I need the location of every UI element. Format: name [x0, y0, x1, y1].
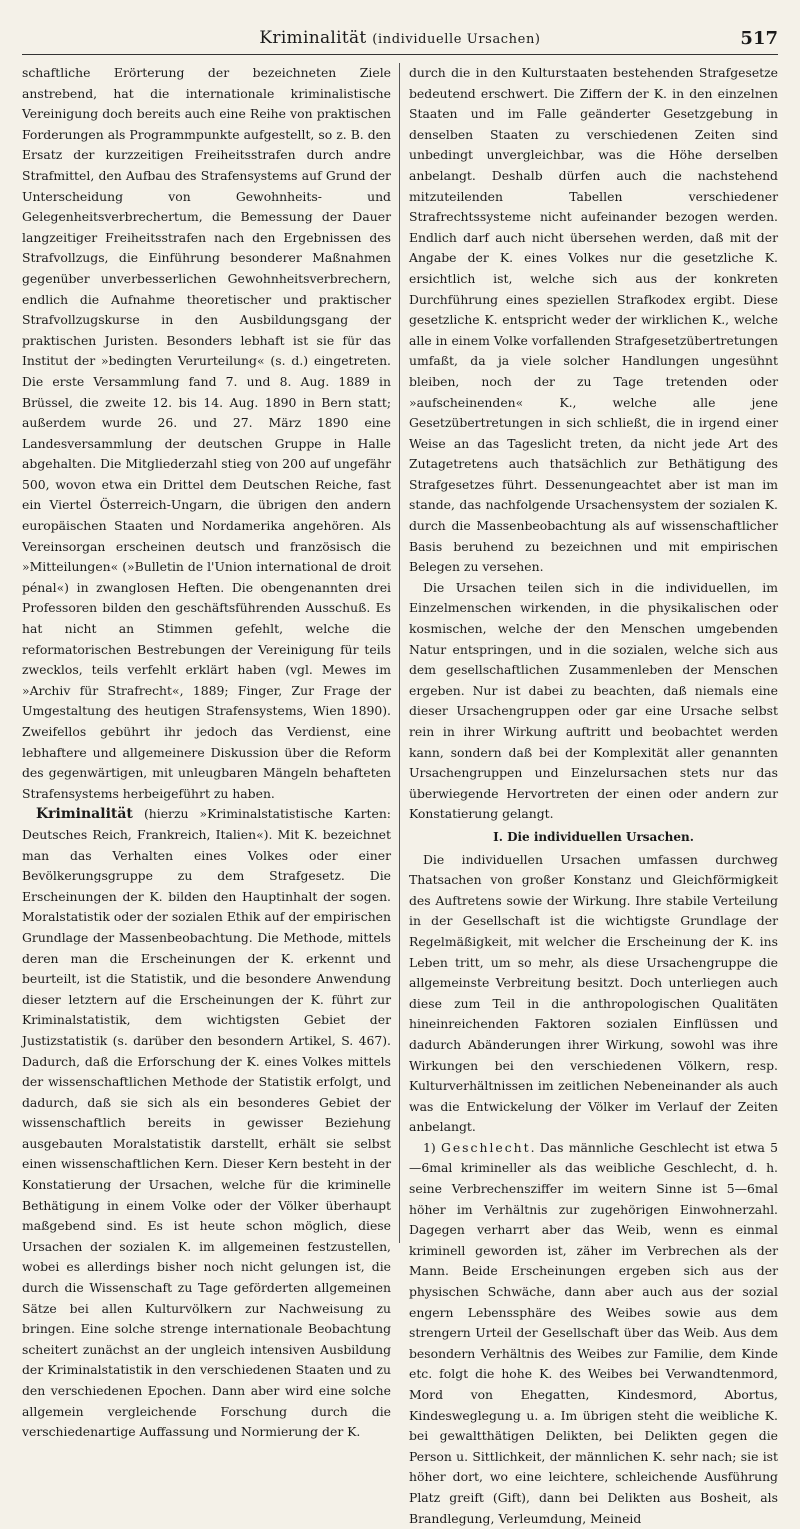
paragraph-right-1: durch die in den Kulturstaaten bestehenden Strafgesetze bedeutend erschwert. Die Ziffern der K. in den einzelnen Staaten und im Falle geänderter Gesetzgebung in denselben Staaten zu verschiedenen Zeiten sind unbedingt unvergleichbar, was die Höhe derselben anbelangt. Deshalb dürfen auch die nachstehend mitzuteilenden Tabellen verschiedener Strafrechtssysteme nicht aufeinander bezogen werden. Endlich darf auch nicht übersehen werden, daß mit der Angabe der K. eines Volkes nur die gesetzliche K. ersichtlich ist, welche sich aus der konkreten Durchführung eines speziellen Strafkodex ergibt. Diese gesetzliche K. entspricht weder der wirklichen K., welche alle in einem Volke vorfallenden Strafgesetzübertretungen umfaßt, da ja viele solcher Handlungen ungesühnt bleiben, noch der zu Tage tretenden oder »aufscheinenden« K., welche alle jene Gesetzübertretungen in sich schließt, die in irgend einer Weise an das Tageslicht treten, da nicht jede Art des Zutagetretens auch thatsächlich zur Bethätigung des Strafgesetzes führt. Dessenungeachtet aber ist man im stande, das nachfolgende Ursachensystem der sozialen K. durch die Massenbeobachtung als auf wissenschaftlicher Basis beruhend zu bezeichnen und mit empirischen Belegen zu versehen. — [409, 65, 778, 575]
paragraph-vereinigung-continued: schaftliche Erörterung der bezeichneten Ziele anstrebend, hat die internationale kriminalistische Vereinigung doch bereits auch eine Reihe von praktischen Forderungen als Programmpunkte aufgestellt, so z. B. den Ersatz der kurzzeitigen Freiheitsstrafen durch andre Strafmittel, den Aufbau des Strafensystems auf Grund der Unterscheidung von Gewohnheits- und Gelegenheitsverbrechertum, die Bemessung der Dauer langzeitiger Freiheitsstrafen nach den Ergebnissen des Strafvollzugs, die Einführung besonderer Maßnahmen gegenüber unverbesserlichen Gewohnheitsverbrechern, endlich die Aufnahme theoretischer und praktischer Strafvollzugskurse in den Ausbildungsgang der praktischen Juristen. Besonders lebhaft ist sie für das Institut der »bedingten Verurteilung« (s. d.) eingetreten. Die erste Versammlung fand 7. und 8. Aug. 1889 in Brüssel, die zweite 12. bis 14. Aug. 1890 in Bern statt; außerdem wurde 26. und 27. März 1890 eine Landesversammlung der deutschen Gruppe in Halle abgehalten. Die Mitgliederzahl stieg von 200 auf ungefähr 500, wovon etwa ein Drittel dem Deutschen Reiche, fast ein Viertel Österreich-Ungarn, die übrigen den andern europäischen Staaten und Nordamerika angehören. Als Vereinsorgan erscheinen deutsch und französisch die »Mitteilungen« (»Bulletin de l'Union international de droit pénal«) in zwanglosen Heften. Die obengenannten drei Professoren bilden den geschäftsführenden Ausschuß. Es hat nicht an Stimmen gefehlt, welche die reformatorischen Bestrebungen der Vereinigung für teils zwecklos, teils verfehlt erklärt haben (vgl. Mewes im »Archiv für Strafrecht«, 1889; Finger, Zur Frage der Umgestaltung des heutigen Strafensystems, Wien 1890). Zweifellos gebührt ihr jedoch das Verdienst, eine lebhaftere und allgemeinere Diskussion über die Reform des gegenwärtigen, mit unleugbaren Mängeln behafteten Strafensystems herbeigeführt zu haben. — [22, 65, 391, 801]
running-header — [22, 26, 778, 55]
section-heading: I. Die individuellen Ursachen. — [493, 829, 694, 844]
running-title-main: Kriminalität — [259, 28, 367, 48]
entry-text: (hierzu »Kriminalstatistische Karten: Deutsches Reich, Frankreich, Italien«). Mit K. bezeichnet man das Verhalten eines Volkes oder einer Bevölkerungsgruppe zu dem Strafgesetz. Die Erscheinungen der K. bilden den Hauptinhalt der sogen. Moralstatistik oder der sozialen Ethik auf der empirischen Grundlage der Massenbeobachtung. Die Methode, mittels deren man die Erscheinungen der K. erkennt und beurteilt, ist die Statistik, und die besondere Anwendung dieser letztern auf die Erscheinungen der K. führt zur Kriminalstatistik, dem wichtigsten Gebiet der Justizstatistik (s. darüber den besondern Artikel, S. 467). Dadurch, daß die Erforschung der K. eines Volkes mittels der wissenschaftlichen Methode der Statistik erfolgt, und dadurch, daß sie sich als ein besonderes Gebiet der wissenschaftlich bereits in gewisser Beziehung ausgebauten Moralstatistik darstellt, erhält sie selbst einen wissenschaftlichen Kern. Dieser Kern besteht in der Konstatierung der Ursachen, welche für die kriminelle Bethätigung in einem Volke oder der Völker überhaupt maßgebend sind. Es ist heute schon möglich, diese Ursachen der sozialen K. im allgemeinen festzustellen, wobei es allerdings bisher noch nicht gelungen ist, die durch die Wissenschaft zu Tage geförderten allgemeinen Sätze bei allen Kulturvölkern zur Nachweisung zu bringen. Eine solche strenge internationale Beobachtung scheitert zunächst an der ungleich intensiven Ausbildung der Kriminalstatistik in den verschiedenen Staaten und zu den verschiedenen Epochen. Dann aber wird eine solche allgemein vergleichende Forschung durch die verschiedenartige Auffassung und Normierung der K. — [22, 806, 391, 1440]
item-text: . Das männliche Geschlecht ist etwa 5—6mal krimineller als das weibliche Geschlecht, d. h. seine Verbrechensziffer im weitern Sinne ist 5—6mal höher im Verhältnis zur zugehörigen Einwohnerzahl. Dagegen verharrt aber das Weib, wenn es einmal kriminell geworden ist, zäher im Verbrechen als der Mann. Beide Erscheinungen ergeben sich aus der physischen Schwäche, dann aber auch aus der sozial engern Lebenssphäre des Weibes sowie aus dem strengern Urteil der Gesellschaft über das Weib. Aus dem besondern Verhältnis des Weibes zur Familie, dem Kinde etc. folgt die hohe K. des Weibes bei Verwandtenmord, Mord von Ehegatten, Kindesmord, Abortus, Kindesweglegung u. a. Im übrigen steht die weibliche K. bei gewaltthätigen Delikten, bei Delikten gegen die Person u. Sittlichkeit, der männlichen K. sehr nach; sie ist höher dort, wo eine leichtere, schleichende Ausführung Platz greift (Gift), dann bei Delikten aus Bosheit, als Brandlegung, Verleumdung, Meineid — [409, 1139, 779, 1526]
page-number: 517 — [740, 28, 778, 49]
paragraph-ursachen: Die Ursachen teilen sich in die individuellen, im Einzelmenschen wirkenden, in die physikalischen oder kosmischen, welche der den Menschen umgebenden Natur entspringen, und in die sozialen, welche sich aus dem gesellschaftlichen Zusammenleben der Menschen ergeben. Nur ist dabei zu beachten, daß niemals eine dieser Ursachengruppen oder gar eine Ursache selbst rein in ihrer Wirkung auftritt und beobachtet werden kann, sondern daß bei der Komplexität aller genannten Ursachengruppen und Einzelursachen stets nur das überwiegende Hervortreten der einen oder andern zur Konstatierung gelangt. — [409, 579, 778, 822]
item-number: 1) — [423, 1139, 441, 1155]
paragraph-individuelle-ursachen: Die individuellen Ursachen umfassen durchweg Thatsachen von großer Konstanz und Gleichförmigkeit des Auftretens sowie der Wirkung. Ihre stabile Verteilung in der Gesellschaft ist die wichtigste Grundlage der Regelmäßigkeit, mit welcher die Erscheinung der K. ins Leben tritt, um so mehr, als diese Ursachengruppe die allgemeinste Verbreitung besitzt. Doch unterliegen auch diese zum Teil in die anthropologischen Qualitäten hineinreichenden Faktoren sozialen Einflüssen und dadurch Abänderungen ihrer Wirkung, sowohl was ihre Wirkungen bei den verschiedenen Völkern, resp. Kulturverhältnissen im zeitlichen Nebeneinander als auch was die Entwickelung der Völker im Verlauf der Zeiten anbelangt. — [409, 851, 778, 1135]
column-divider — [399, 63, 400, 1243]
running-title-subtitle: (individuelle Ursachen) — [372, 32, 541, 47]
running-title — [22, 28, 778, 48]
right-column — [409, 63, 778, 1529]
item-term: Geschlecht — [440, 1139, 531, 1155]
entry-headword: Kriminalität — [36, 806, 133, 823]
paragraph-geschlecht — [409, 1138, 778, 1529]
left-column — [22, 63, 391, 1443]
paragraph-kriminalitaet-entry — [22, 804, 391, 1442]
